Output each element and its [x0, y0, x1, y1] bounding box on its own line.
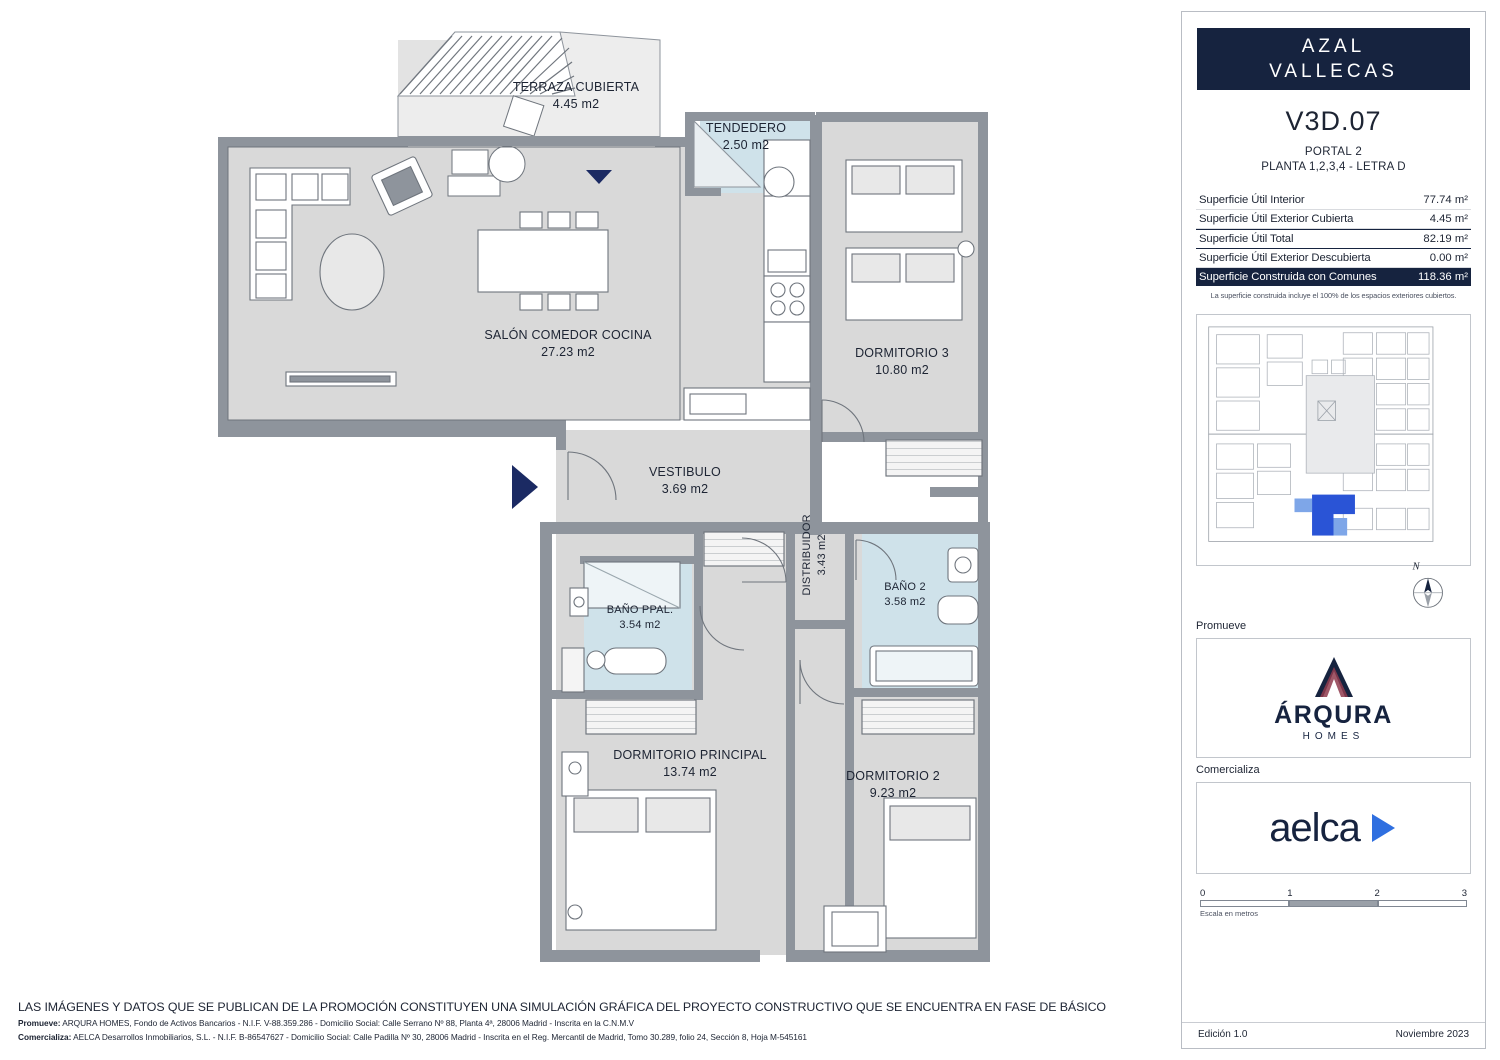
entrance-arrow [512, 465, 538, 509]
info-panel [1181, 11, 1486, 1049]
surface-value: 4.45 m² [1429, 213, 1468, 225]
aelca-logo [1196, 782, 1471, 874]
room-label-terraza: TERRAZA CUBIERTA 4.45 m2 [512, 80, 640, 111]
unit-code: V3D.07 [1285, 106, 1382, 136]
comercializa-label: Comercializa [1196, 764, 1260, 776]
room-label-salon: SALÓN COMEDOR COCINA 27.23 m2 [484, 328, 652, 359]
compass-area [1196, 561, 1471, 614]
table-row [1196, 268, 1471, 286]
scale-tick: 0 [1200, 888, 1206, 899]
scale-tick: 3 [1461, 888, 1467, 899]
surface-value: 118.36 m² [1417, 271, 1468, 283]
portal-label: PORTAL 2 [1304, 146, 1363, 158]
scale-tick: 1 [1287, 888, 1293, 899]
room-label-dormitorio-2: DORMITORIO 2 9.23 m2 [846, 769, 940, 800]
surface-label: Superficie Útil Exterior Cubierta [1199, 213, 1354, 225]
svg-text:N: N [1412, 561, 1420, 573]
disclaimer-promueve [18, 1018, 1163, 1028]
table-row [1196, 249, 1471, 268]
compass-icon [1399, 558, 1457, 616]
table-row [1196, 191, 1471, 210]
arqura-mark-icon [1303, 655, 1365, 699]
disclaimer-headline: LAS IMÁGENES Y DATOS QUE SE PUBLICAN DE LA PROMOCIÓN CONSTITUYEN UNA SIMULACIÓN GRÁFICA DEL PROYECTO CONSTRUCTIVO QUE SE ENCUENTRA EN FASE DE BÁSICO [18, 1000, 1106, 1014]
comercializa-bold: Comercializa: [18, 1032, 72, 1042]
date-label: Noviembre 2023 [1395, 1029, 1469, 1040]
surface-value: 77.74 m² [1423, 194, 1468, 206]
disclaimer [18, 1000, 1163, 1042]
key-plan-highlight [1295, 495, 1355, 536]
room-label-distribuidor: DISTRIBUIDOR 3.43 m2 [801, 514, 828, 596]
room-label-tendedero: TENDEDERO 2.50 m2 [705, 121, 787, 152]
surface-label: Superficie Construida con Comunes [1199, 271, 1377, 283]
surface-value: 0.00 m² [1429, 252, 1468, 264]
scale-tick: 2 [1374, 888, 1380, 899]
key-plan-drawing [1197, 315, 1470, 565]
scale-caption: Escala en metros [1200, 909, 1258, 918]
promueve-label: Promueve [1196, 620, 1247, 632]
surface-label: Superficie Útil Total [1199, 233, 1294, 245]
table-row [1196, 229, 1471, 249]
surface-value: 82.19 m² [1423, 233, 1468, 245]
surface-label: Superficie Útil Exterior Descubierta [1199, 252, 1371, 264]
surface-label: Superficie Útil Interior [1199, 194, 1305, 206]
edition-label: Edición 1.0 [1198, 1029, 1248, 1040]
arqura-sub: HOMES [1302, 730, 1365, 742]
room-label-vestibulo: VESTIBULO 3.69 m2 [649, 465, 721, 496]
room-label-bano-2: BAÑO 2 3.58 m2 [884, 581, 926, 608]
brand-logo [1197, 28, 1470, 90]
brand-line-2: VALLECAS [1269, 60, 1398, 82]
surfaces-table [1196, 191, 1471, 300]
room-label-bano-principal: BAÑO PPAL. 3.54 m2 [606, 604, 674, 631]
floor-letter-label: PLANTA 1,2,3,4 - LETRA D [1261, 161, 1406, 173]
table-row [1196, 210, 1471, 229]
brand-line-1: AZAL [1301, 35, 1366, 57]
promueve-text: ARQURA HOMES, Fondo de Activos Bancarios - N.I.F. V-88.359.286 - Domicilio Social: Calle Serrano Nº 88, Planta 4ª, 28006 Madrid - Inscrita en la C.N.M.V [60, 1018, 634, 1028]
aelca-triangle-icon [1368, 811, 1398, 845]
arqura-logo [1196, 638, 1471, 758]
room-label-dormitorio-principal: DORMITORIO PRINCIPAL 13.74 m2 [613, 748, 767, 779]
scale-bar [1196, 888, 1471, 918]
room-label-dormitorio-3: DORMITORIO 3 10.80 m2 [855, 346, 949, 377]
panel-footer [1182, 1022, 1485, 1048]
comercializa-text: AELCA Desarrollos Inmobiliarios, S.L. - N.I.F. B-86547627 - Domicilio Social: Calle Padilla Nº 30, 28006 Madrid - Inscrita en el Reg. Mercantil de Madrid, Tomo 30.289, folio 24, Sección 8, Hoja M-545161 [71, 1032, 807, 1042]
arqura-name: ÁRQURA [1274, 700, 1393, 729]
surface-note: La superficie construida incluye el 100% de los espacios exteriores cubiertos. [1210, 291, 1457, 300]
disclaimer-comercializa [18, 1032, 1163, 1042]
aelca-name: aelca [1269, 805, 1360, 850]
key-plan [1196, 314, 1471, 566]
promueve-bold: Promueve: [18, 1018, 61, 1028]
